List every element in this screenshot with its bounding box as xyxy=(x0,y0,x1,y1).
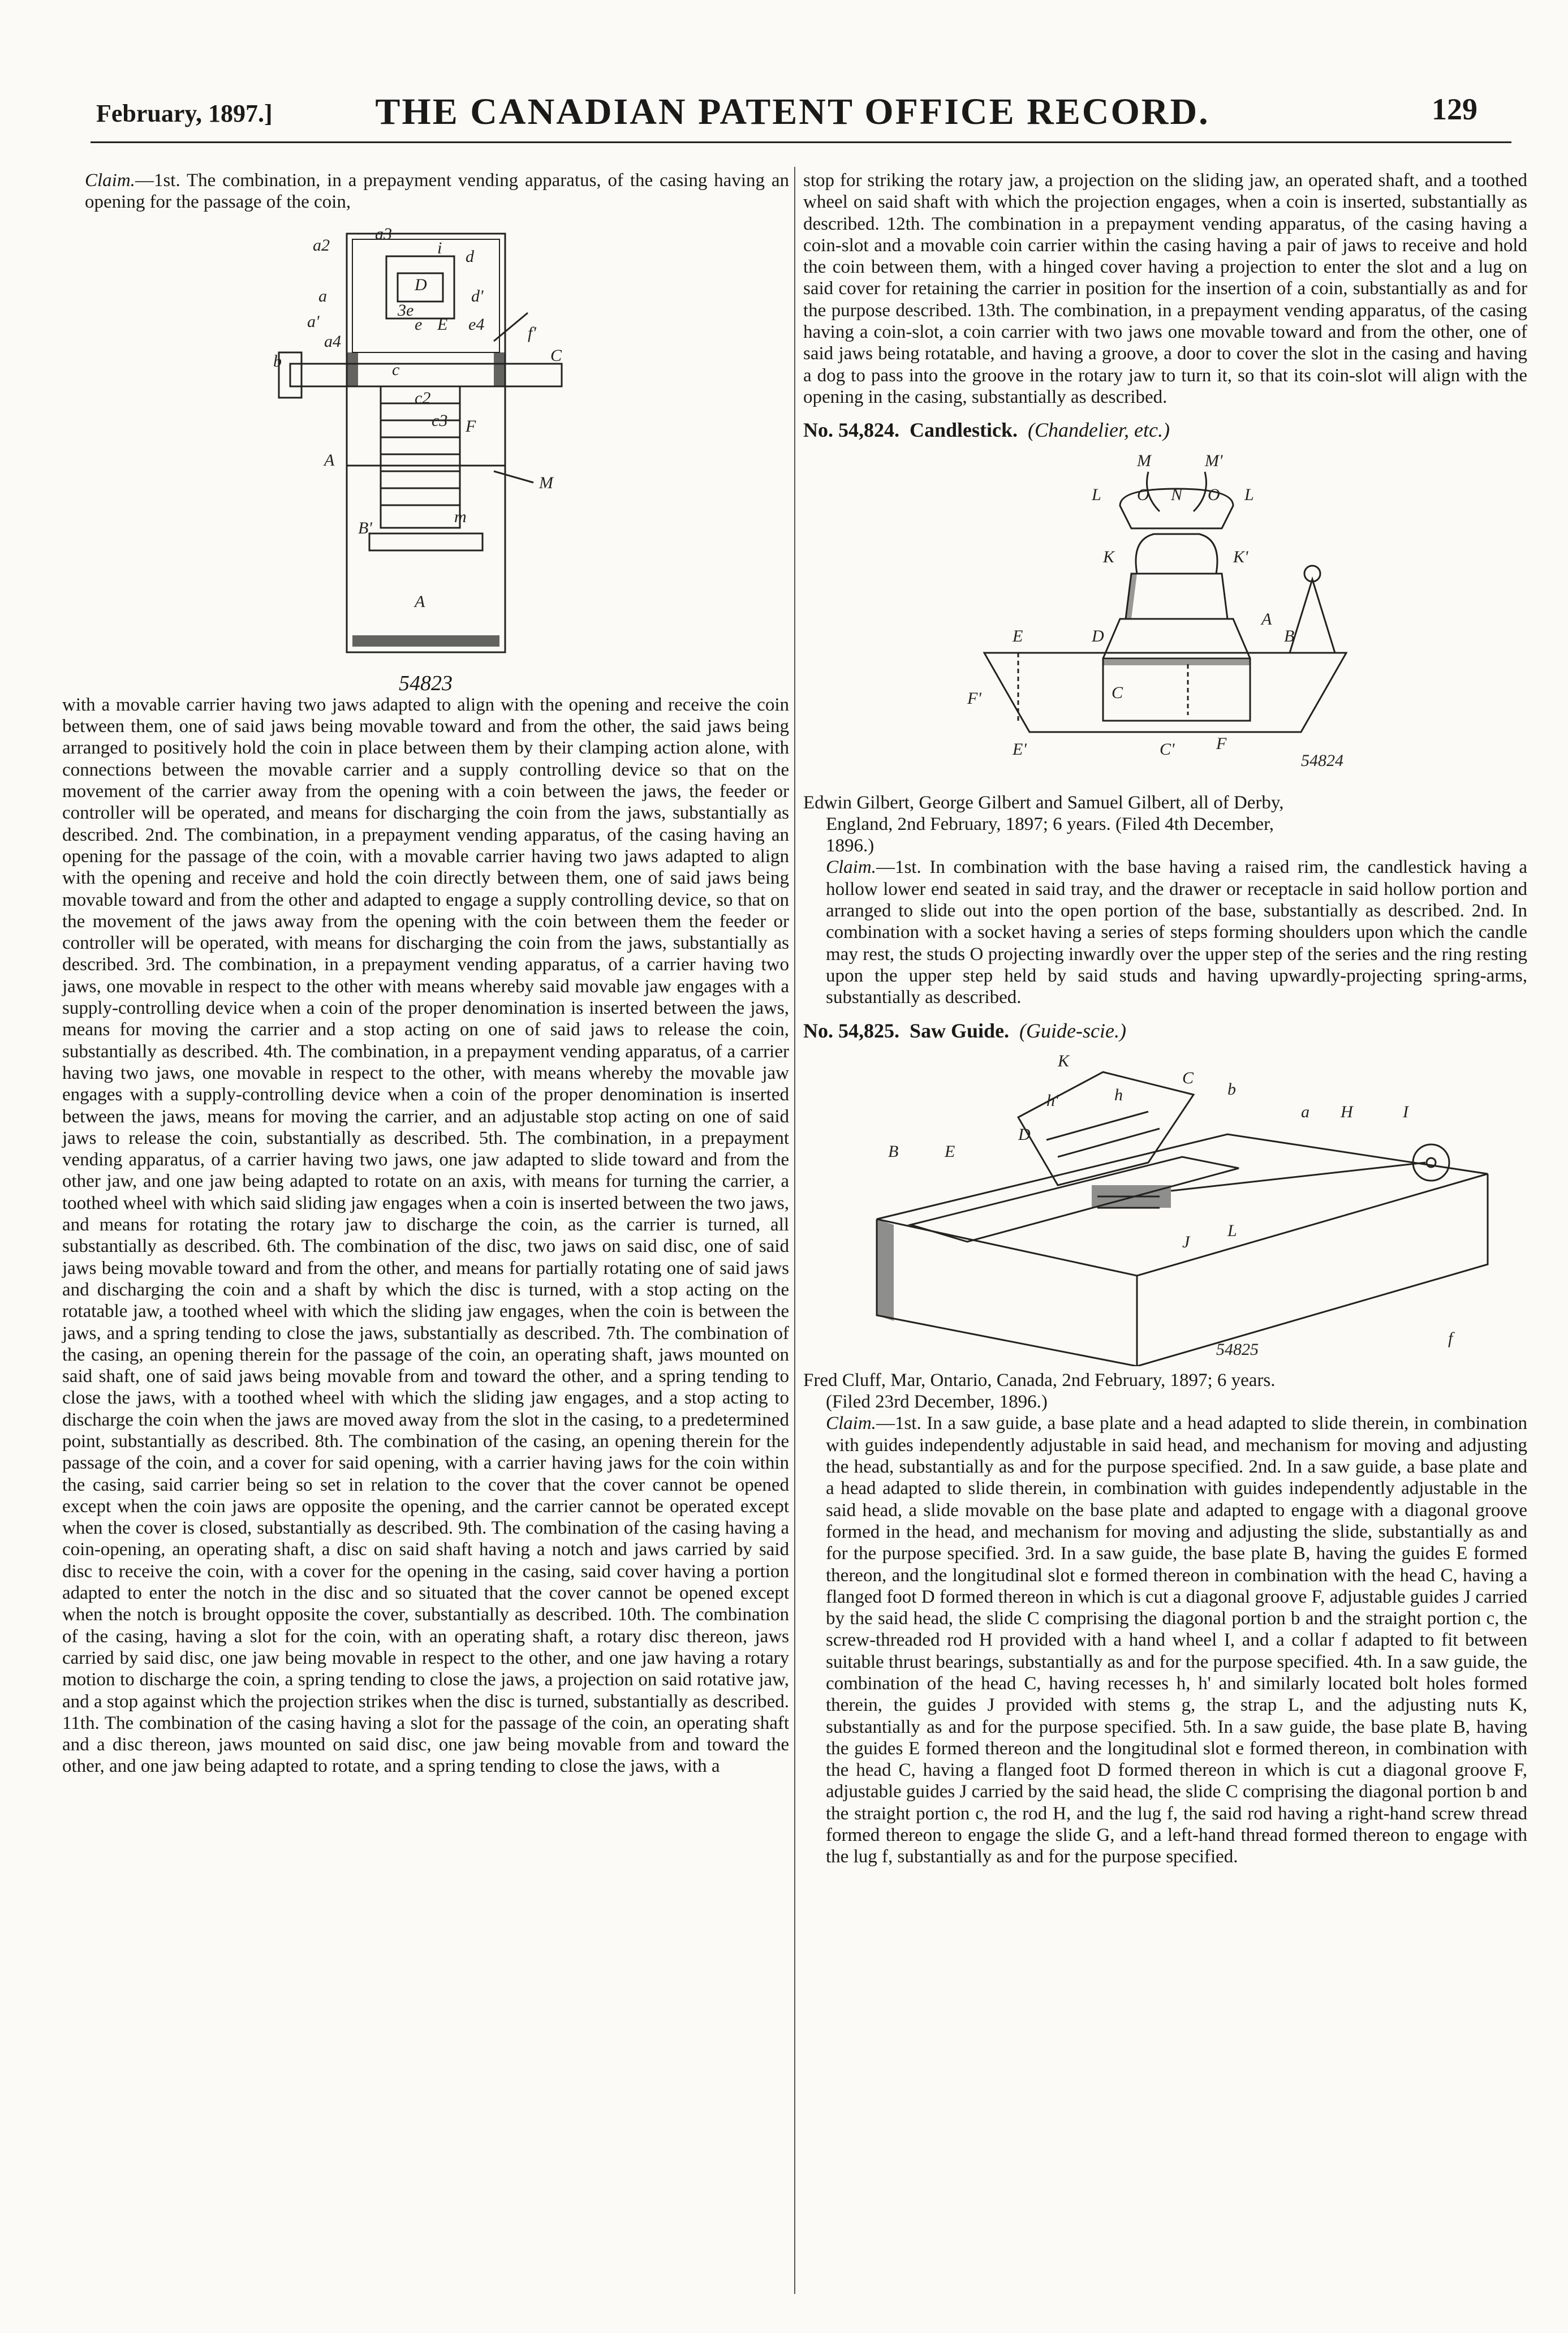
fig2-label-L-right: L xyxy=(1244,485,1254,504)
fig3-label-J: J xyxy=(1182,1232,1190,1251)
fig1-label-A-lower: A xyxy=(414,592,425,611)
fig2-label-C: C xyxy=(1112,683,1123,702)
fig3-label-L: L xyxy=(1227,1221,1237,1240)
right-column xyxy=(803,170,1527,1868)
fig3-label-C: C xyxy=(1182,1068,1194,1087)
fig2-label-K1: K' xyxy=(1233,547,1248,566)
candlestick-figure xyxy=(950,449,1380,789)
claim-body-left: with a movable carrier having two jaws adapted to align with the opening and receive the coin between them, one of said jaws being movable toward and from the other, the said jaws being arranged to positively hold the coin in place between them by their clamping action alone, with connections between the movable carrier and a supply controlling device so that on the movement of the carrier away from the opening with a coin between the jaws, the feeder or controller will be operated, and means for discharging the coin from the jaws, substantially as described. 2nd. The combination, in a prepayment vending apparatus, of the casing having an opening for the passage of the coin, with a movable carrier having two jaws adapted to align with the opening and receive and hold the coin directly between them, one of said jaws being movable toward and from the other and adapted to engage a supply controlling device, so that on the movement of the jaws away from the opening with the coin between them the feeder or controller will be operated, with means for discharging the coin from the jaws, substantially as described. 3rd. The combination, in a prepayment vending apparatus, of a carrier having two jaws, one movable in respect to the other with means whereby said movable jaw engages with a supply-controlling device when a coin of the proper denomination is inserted between the jaws, means for moving the carrier and a stop acting on one of said jaws to release the coin, substantially as described. 4th. The combination, in a prepayment vending apparatus, of a carrier having two jaws, one movable in respect to the other, with means whereby the movable jaw engages with a supply-controlling device when a coin of the proper denomination is inserted between the jaws, means for moving the carrier, and an adjustable stop acting on one of said jaws to release the coin, substantially as described. 5th. The combination, in a prepayment vending apparatus, of a carrier having two jaws, one jaw adapted to slide toward and from the other jaw, and one jaw being adapted to rotate on an axis, with means for turning the carrier, a toothed wheel with which said sliding jaw engages when a coin is inserted between the two jaws, and means for rotating the rotary jaw to discharge the coin, as the carrier is turned, all substantially as described. 6th. The combination of the disc, two jaws on said disc, one of said jaws being movable toward and from the other, and means for partially rotating one of said jaws and discharging the coin and a shaft by which the disc is turned, with a stop acting on the rotatable jaw, a toothed wheel with which the sliding jaw engages, when the coin is between the jaws, and a spring tending to close the jaws, substantially as described. 7th. The combination of the casing, an opening therein for the passage of the coin, an operating shaft, jaws mounted on said shaft, one of said jaws being movable from and toward the other, and a spring tending to close the jaws, with a toothed wheel with which the sliding jaw engages, and a stop acting to discharge the coin when the jaws are moved away from the slot in the casing, to a predetermined point, substantially as described. 8th. The combination of the casing, an opening therein for the passage of the coin, and a cover for said opening, with a carrier having jaws for the coin within the casing, said carrier being so set in relation to the cover that the cover cannot be opened except when the coin jaws are opposite the opening, and the carrier cannot be operated except when the cover is closed, substantially as described. 9th. The combination of the casing having a coin-opening, an operating shaft, a disc on said shaft having a notch and jaws carried by said disc to receive the coin, with a cover for the opening in the casing, said cover having a portion adapted to enter the notch in the disc and so situated that the cover cannot be opened except when the notch is brought opposite the cover, substantially as described. 10th. The combination of the casing, having a slot for the coin, with an operating shaft, a rotary disc thereon, jaws carried by said disc, one jaw being movable in respect to the other, and one jaw having a rotary motion to discharge the coin, a spring tending to close the jaws, a projection on said rotative jaw, and a stop against which the projection strikes when the disc is turned, substantially as described. 11th. The combination of the casing having a slot for the passage of the coin, an operating shaft and a disc thereon, jaws mounted on said disc, one jaw being movable from and toward the other, and one jaw being adapted to rotate, and a spring tending to close the jaws, with a xyxy=(62,694,789,1777)
fig2-label-F1: F' xyxy=(967,688,981,708)
fig3-label-E: E xyxy=(945,1142,955,1161)
inventor-candlestick: Edwin Gilbert, George Gilbert and Samuel Gilbert, all of Derby, England, 2nd February, 1897; 6 years. (Filed 4th December, 1896.) xyxy=(803,792,1284,856)
fig1-label-E: E xyxy=(437,315,447,334)
fig3-label-h1: h' xyxy=(1046,1091,1059,1110)
fig3-label-a: a xyxy=(1301,1102,1309,1121)
fig2-label-K: K xyxy=(1103,547,1115,566)
fig3-label-B: B xyxy=(888,1142,899,1161)
header-date: February, 1897.] xyxy=(96,100,273,127)
fig1-label-a: a xyxy=(318,286,327,305)
fig2-label-M: M xyxy=(1137,451,1151,470)
header-title: THE CANADIAN PATENT OFFICE RECORD. xyxy=(375,91,1210,132)
fig1-label-c3: c3 xyxy=(431,411,447,430)
saw-guide-figure xyxy=(832,1049,1499,1366)
fig3-label-D: D xyxy=(1018,1125,1031,1144)
fig3-label-I: I xyxy=(1403,1102,1408,1121)
fig3-label-f: f xyxy=(1448,1328,1453,1348)
fig1-label-d: d xyxy=(465,247,474,266)
left-column xyxy=(62,170,789,1777)
fig1-label-M: M xyxy=(539,473,553,492)
claim-intro: Claim.—1st. The combination, in a prepayment vending apparatus, of the casing having an opening for the passage of the coin, xyxy=(85,170,789,213)
entry-title-candlestick: No. 54,824. Candlestick. (Chandelier, etc.) xyxy=(803,419,1170,442)
fig2-label-B: B xyxy=(1284,626,1295,645)
fig1-label-C: C xyxy=(550,346,562,365)
figure-number-54823: 54823 xyxy=(399,671,453,695)
inventor-saw-guide: Fred Cluff, Mar, Ontario, Canada, 2nd February, 1897; 6 years. (Filed 23rd December, 1896.) xyxy=(803,1370,1276,1413)
claim-candlestick: Claim.—1st. In combination with the base having a raised rim, the candlestick having a hollow lower end seated in said tray, and the drawer or receptacle in said hollow portion and arranged to slide out into the open portion of the base, substantially as described. 2nd. In combination with a socket having a series of steps forming shoulders upon which the candle may rest, the studs O projecting inwardly over the upper step of the series and the ring resting upon the upper step held by said studs and having upwardly-projecting spring-arms, substantially as described. xyxy=(826,857,1527,1008)
fig1-label-a1: a' xyxy=(307,312,319,331)
fig2-label-O-left: O xyxy=(1137,485,1149,504)
fig3-label-h: h xyxy=(1114,1085,1123,1104)
fig3-number: 54825 xyxy=(1216,1340,1259,1359)
fig2-label-D: D xyxy=(1092,626,1104,645)
fig1-label-3e: 3e xyxy=(397,300,413,320)
fig2-label-A: A xyxy=(1261,609,1272,629)
fig1-label-d1: d' xyxy=(471,286,483,305)
fig1-label-e: e xyxy=(414,315,422,334)
fig2-label-M1: M' xyxy=(1205,451,1223,470)
page-number: 129 xyxy=(1432,92,1477,126)
fig1-label-A-upper: A xyxy=(324,450,334,470)
fig1-label-m: m xyxy=(454,507,467,526)
fig1-label-D: D xyxy=(414,275,427,294)
entry-title-saw-guide: No. 54,825. Saw Guide. (Guide-scie.) xyxy=(803,1019,1126,1042)
fig3-label-H: H xyxy=(1341,1102,1353,1121)
fig1-label-i: i xyxy=(437,238,442,257)
page-header xyxy=(85,79,1500,133)
fig2-label-E1: E' xyxy=(1013,739,1027,759)
fig1-label-b: b xyxy=(273,351,282,371)
fig1-label-c: c xyxy=(391,360,399,379)
fig1-label-f1: f' xyxy=(527,323,536,342)
fig3-label-b: b xyxy=(1227,1079,1236,1099)
fig1-label-a3: a3 xyxy=(374,224,392,243)
fig2-label-O-right: O xyxy=(1208,485,1220,504)
fig1-label-a4: a4 xyxy=(324,332,341,351)
header-rule xyxy=(91,141,1511,143)
fig1-label-F: F xyxy=(465,416,476,436)
vending-apparatus-figure xyxy=(268,217,584,669)
fig2-label-L-left: L xyxy=(1092,485,1101,504)
fig3-label-K: K xyxy=(1058,1051,1070,1070)
fig2-label-E: E xyxy=(1013,626,1023,645)
fig2-label-F: F xyxy=(1216,734,1227,753)
fig1-label-c2: c2 xyxy=(414,388,430,407)
fig2-number: 54824 xyxy=(1301,751,1343,770)
fig2-label-C1: C' xyxy=(1160,739,1175,759)
fig1-label-a2: a2 xyxy=(312,235,330,255)
claim-continuation: stop for striking the rotary jaw, a projection on the sliding jaw, an operated shaft, and a toothed wheel on said shaft with which the projection engages, when a coin is inserted, substantially as described. 12th. The combination in a prepayment vending apparatus, of the casing having a coin-slot and a movable coin carrier within the casing having a pair of jaws to receive and hold the coin between them, with a hinged cover having a projection to enter the slot and a lug on said cover for retaining the carrier in position for the insertion of a coin, substantially as and for the purpose described. 13th. The combination, in a prepayment vending apparatus, of the casing having a coin-slot, a coin carrier with two jaws one movable toward and from the other, one of said jaws being rotatable, and having a groove, a door to cover the slot in the casing and having a dog to pass into the groove in the rotary jaw to turn it, so that its coin-slot will align with the opening in the casing, substantially as described. xyxy=(803,170,1527,407)
fig2-label-N: N xyxy=(1171,485,1183,504)
claim-saw-guide: Claim.—1st. In a saw guide, a base plate and a head adapted to slide therein, in combination with guides independently adjustable in said head, and mechanism for moving and adjusting the head, substantially as and for the purpose specified. 2nd. In a saw guide, a base plate and a head adapted to slide therein, in combination with guides independently adjustable in the said head, a slide movable on the base plate and adapted to engage with a diagonal groove formed in the head, and mechanism for moving and adjusting the slide, substantially as and for the purpose specified. 3rd. In a saw guide, the base plate B, having the guides E formed thereon, and the longitudinal slot e formed thereon in combination with the head C, having a flanged foot D formed thereon in which is cut a diagonal groove F, adjustable guides J carried by the said head, the slide C comprising the diagonal portion b and the straight portion c, the screw-threaded rod H provided with a hand wheel I, and a collar f adapted to fit between suitable thrust bearings, substantially as and for the purpose specified. 4th. In a saw guide, the combination of the head C, having recesses h, h' and similarly located bolt holes formed therein, the guides J provided with stems g, the strap L, and the adjusting nuts K, substantially as and for the purpose specified. 5th. In a saw guide, the base plate B, having the guides E formed thereon and the longitudinal slot e formed thereon, in combination with the head C, having a flanged foot D formed thereon in which is cut a diagonal groove F, adjustable guides J carried by the said head, the slide C comprising the diagonal portion b and the straight portion c, the rod H, and the lug f, the said rod having a right-hand screw thread formed thereon to engage the slide G, and a left-hand thread formed thereon to engage with the lug f, substantially as and for the purpose specified. xyxy=(826,1413,1527,1867)
column-divider xyxy=(794,167,795,2294)
fig1-label-B1: B' xyxy=(357,518,372,537)
fig1-label-e4: e4 xyxy=(468,315,484,334)
